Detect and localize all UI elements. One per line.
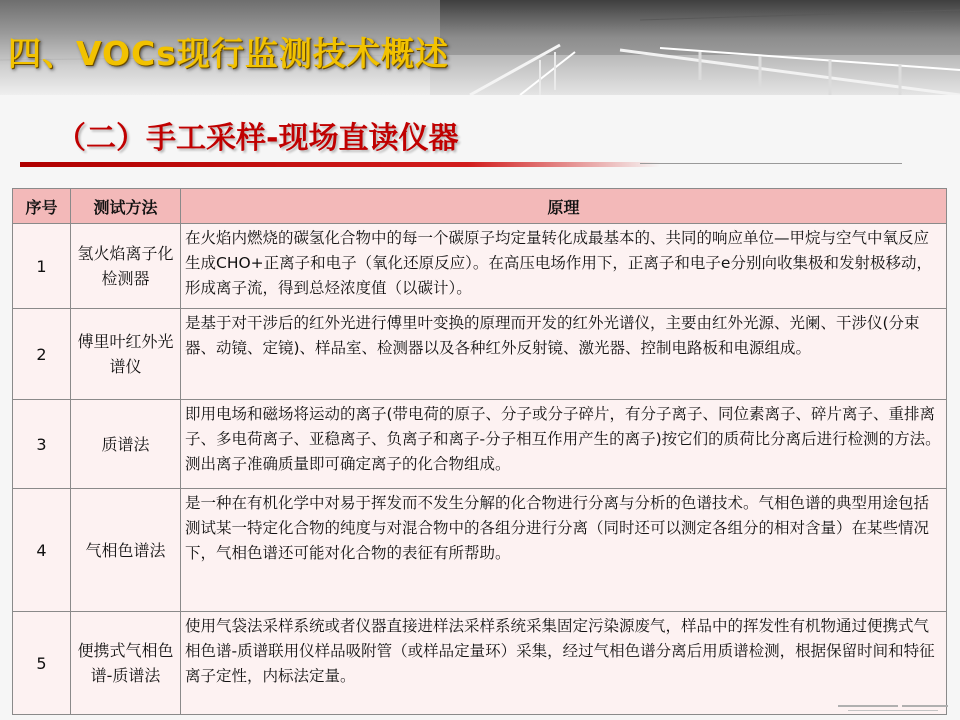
row-principle: 即用电场和磁场将运动的离子(带电荷的原子、分子或分子碎片，有分子离子、同位素离子、碎片离子、重排离子、多电荷离子、亚稳离子、负离子和离子-分子相互作用产生的离子)按它们的质荷比分离后进行检测的方法。测出离子准确质量即可确定离子的化合物组成。 bbox=[181, 400, 947, 489]
footer-logo-mark bbox=[838, 702, 948, 714]
row-index: 4 bbox=[13, 489, 71, 612]
row-method: 傅里叶红外光谱仪 bbox=[71, 309, 181, 400]
column-header-method: 测试方法 bbox=[71, 189, 181, 224]
row-method: 便携式气相色谱-质谱法 bbox=[71, 612, 181, 715]
row-index: 1 bbox=[13, 224, 71, 309]
row-index: 5 bbox=[13, 612, 71, 715]
title-divider-gray bbox=[640, 163, 902, 164]
row-principle: 是一种在有机化学中对易于挥发而不发生分解的化合物进行分离与分析的色谱技术。气相色谱的典型用途包括测试某一特定化合物的纯度与对混合物中的各组分进行分离（同时还可以测定各组分的相对含量）在某些情况下，气相色谱还可能对化合物的表征有所帮助。 bbox=[181, 489, 947, 612]
row-index: 2 bbox=[13, 309, 71, 400]
column-header-index: 序号 bbox=[13, 189, 71, 224]
method-principle-table bbox=[12, 188, 947, 715]
table-row bbox=[13, 612, 947, 715]
section-subtitle: （二）手工采样-现场直读仪器 bbox=[56, 121, 459, 156]
title-divider-red bbox=[20, 162, 660, 167]
table-row bbox=[13, 400, 947, 489]
row-method: 质谱法 bbox=[71, 400, 181, 489]
row-principle: 在火焰内燃烧的碳氢化合物中的每一个碳原子均定量转化成最基本的、共同的响应单位—甲烷与空气中氧反应生成CHO+正离子和电子（氧化还原反应）。在高压电场作用下，正离子和电子e分别向收集极和发射极移动，形成离子流，得到总烃浓度值（以碳计）。 bbox=[181, 224, 947, 309]
table-header-row bbox=[13, 189, 947, 224]
table-row bbox=[13, 489, 947, 612]
row-principle: 是基于对干涉后的红外光进行傅里叶变换的原理而开发的红外光谱仪，主要由红外光源、光阑、干涉仪(分束器、动镜、定镜)、样品室、检测器以及各种红外反射镜、激光器、控制电路板和电源组成。 bbox=[181, 309, 947, 400]
table-row bbox=[13, 309, 947, 400]
row-principle: 使用气袋法采样系统或者仪器直接进样法采样系统采集固定污染源废气，样品中的挥发性有机物通过便携式气相色谱-质谱联用仪样品吸附管（或样品定量环）采集，经过气相色谱分离后用质谱检测，根据保留时间和特征离子定性，内标法定量。 bbox=[181, 612, 947, 715]
row-index: 3 bbox=[13, 400, 71, 489]
main-title: 四、VOCs现行监测技术概述 bbox=[8, 34, 449, 73]
row-method: 气相色谱法 bbox=[71, 489, 181, 612]
row-method: 氢火焰离子化检测器 bbox=[71, 224, 181, 309]
column-header-principle: 原理 bbox=[181, 189, 947, 224]
table-row bbox=[13, 224, 947, 309]
